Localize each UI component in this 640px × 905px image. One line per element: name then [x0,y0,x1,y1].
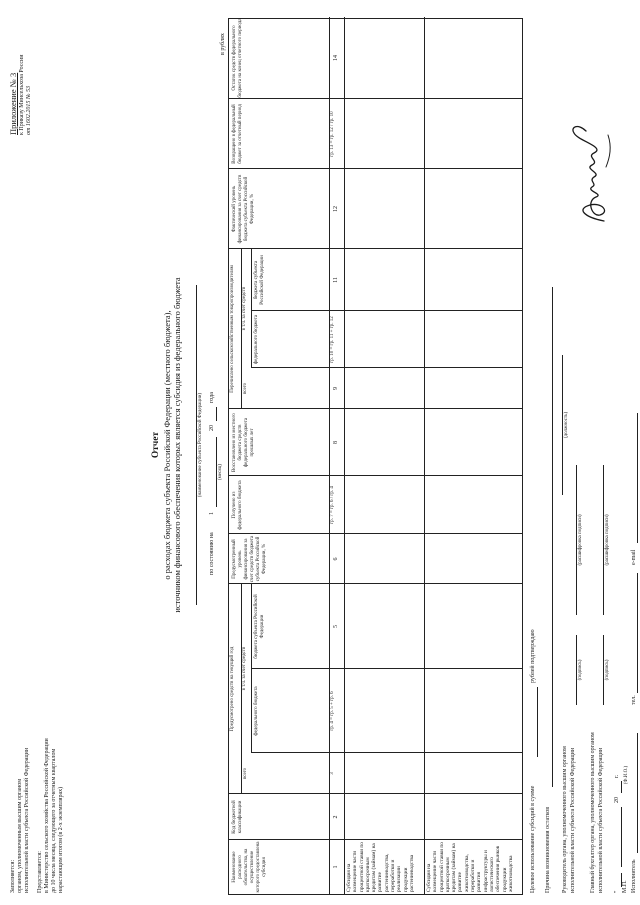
date-quote: " [614,890,620,893]
footer-year-line [621,781,622,793]
executor-line [637,733,638,853]
submit-label: Представляется: [37,851,43,893]
fill-line2: исполнительной власти субъекта Российской Федерации [24,747,30,893]
appendix-block [8,5,33,135]
acc-line2: исполнительной власти субъекта Российской Федерации [598,747,604,893]
table-row-crop-label: Субсидия на возмещение части процентной ставки по краткосрочным кредитам (займам) на развитие растениеводства, переработки и реализации продукции растениеводства [346,842,415,892]
header-col11: федерального бюджета [254,314,259,365]
month-hint: (месяц) [218,463,223,481]
col-number: 1 [333,865,339,869]
stamp-place: М.П. [622,880,628,893]
as-of-label: по состоянию на [209,532,215,575]
report-title-block [150,185,182,705]
report-table [228,18,523,895]
col-number: 14 [333,55,339,61]
confirm-prefix: Целевое использование субсидий в сумме [530,785,536,893]
header-col8: Получено из федерального бюджета [232,480,243,530]
header-col6: бюджета субъекта Российской Федерации [254,594,265,659]
handwritten-signature [566,117,621,227]
position-line [562,355,563,495]
footer-year-prefix: 20 [614,797,620,803]
col-number: гр. 13 = гр. 12 / гр. 10 [330,111,335,157]
appendix-line1: к Приказу Минсельхоза России [19,54,25,135]
col-number: 9 [333,387,339,390]
header-sub-transferred: в т.ч. за счет средств [242,286,247,331]
header-col9: Восстановлено из местного бюджета средств федерального бюджета прошлых лет [232,413,255,472]
submit-line1: в Министерство сельского хозяйства Российской Федерации [44,738,50,893]
header-col10: всего [243,382,248,395]
executor-label: Исполнитель [631,859,637,893]
month-line [216,437,217,507]
left-header [10,593,65,893]
header-col7: Предусмотренный уровень финансирования за счет средств бюджета субъекта Российской Федерации, % [232,535,267,583]
head-line2: исполнительной власти субъекта Российской Федерации [570,747,576,893]
year-line [216,407,217,421]
col-number: 11 [333,277,339,283]
subject-hint: (наименование субъекта Российской Федерации) [198,392,203,498]
header-col13: Фактический уровень финансирования за счет средств бюджета субъекта Российской Федерации, % [232,174,255,244]
acc-sign-hint: (подпись) [605,659,610,681]
acc-line1: Главный бухгалтер органа, уполномоченного высшим органом [590,732,596,893]
table-row-livestock-label: Субсидия на возмещение части процентной ставки по краткосрочным кредитам (займам) на развитие животноводства, переработки и развития инфраструктуры и логистического обеспечения рынков продукции животноводства [426,842,514,892]
tel-label: тел. [631,695,637,705]
report-title-line3: источником финансового обеспечения которых является субсидия из федерального бюджета [172,277,182,613]
header-col2: Код бюджетной классификации [232,800,243,834]
acc-sign-line [603,635,604,705]
fill-label: Заполняется: [10,859,16,893]
month-line-footer [621,807,622,867]
reason-label: Причина возникновения остатков [545,806,551,893]
date-prefix: 1 [209,512,215,515]
col-number: 5 [333,625,339,628]
appendix-title: Приложение № 3 [8,72,18,135]
head-line1: Руководитель органа, уполномоченного высшим органом [562,746,568,893]
col-number: 3 [330,772,335,775]
report-title-line2: о расходах бюджета субъекта Российской Федерации (местного бюджета), [162,310,172,580]
appendix-line2: от 1602.2015 № 53 [26,86,32,135]
header-col5: федерального бюджета [254,686,259,736]
year-suffix: года [209,392,215,403]
header-col1: Наименование расходного обязательства, на осуществление которого предоставлена субсидия [232,841,267,893]
reason-line [552,287,553,787]
fill-line1: органом, уполномоченным высшим органом [17,779,23,893]
position-hint: (должность) [564,411,569,439]
header-col15: Остаток средств федерального бюджета на конец отчетного периода [232,18,243,98]
footer-year-suffix: г. [614,774,620,778]
confirm-amount-line [537,687,538,757]
email-line [637,413,638,543]
header-group-planned: Предусмотрено средств на текущий год [230,646,235,732]
head-decode-hint: (расшифровка подписи) [578,514,583,566]
col-number: гр. 4 = гр. 5 + гр. 6 [330,691,335,731]
header-col12: бюджета субъекта Российской Федерации [254,255,265,305]
report-title: Отчет [151,431,161,459]
header-col14: Возвращено в федеральный бюджет за отчетный период [232,104,243,164]
submit-line2: до 10 числа месяца, следующего за отчетным кварталом [51,748,57,893]
confirm-suffix: рублей подтверждаю [530,629,536,683]
col-number: 8 [333,441,339,444]
fio-hint: (Ф.И.О.) [624,765,629,785]
col-number: гр. 10 = гр. 11 + гр. 12 [330,316,335,363]
subject-name-line [196,285,197,605]
header-group-transferred: Перечислено сельскохозяйственным товаропроизводителям [230,265,235,393]
header-col4: всего [243,767,248,780]
tel-line [637,573,638,693]
email-label: e-mail [631,549,637,565]
units-label: в рублях [220,33,226,55]
col-number: 6 [333,557,339,561]
col-number: гр. 7 = гр. 6 / гр. 4 [330,486,335,524]
year-prefix: 20 [209,425,215,431]
acc-decode-line [603,465,604,615]
acc-decode-hint: (расшифровка подписи) [605,514,610,566]
head-sign-hint: (подпись) [578,659,583,681]
col-number: 2 [333,815,339,819]
head-sign-line [576,635,577,705]
col-number: 12 [333,206,339,212]
header-sub-planned: в т.ч. за счет средств [242,646,247,691]
submit-line3: нарастающим итогом (в 2-х экземплярах) [58,786,64,893]
head-decode-line [576,465,577,615]
